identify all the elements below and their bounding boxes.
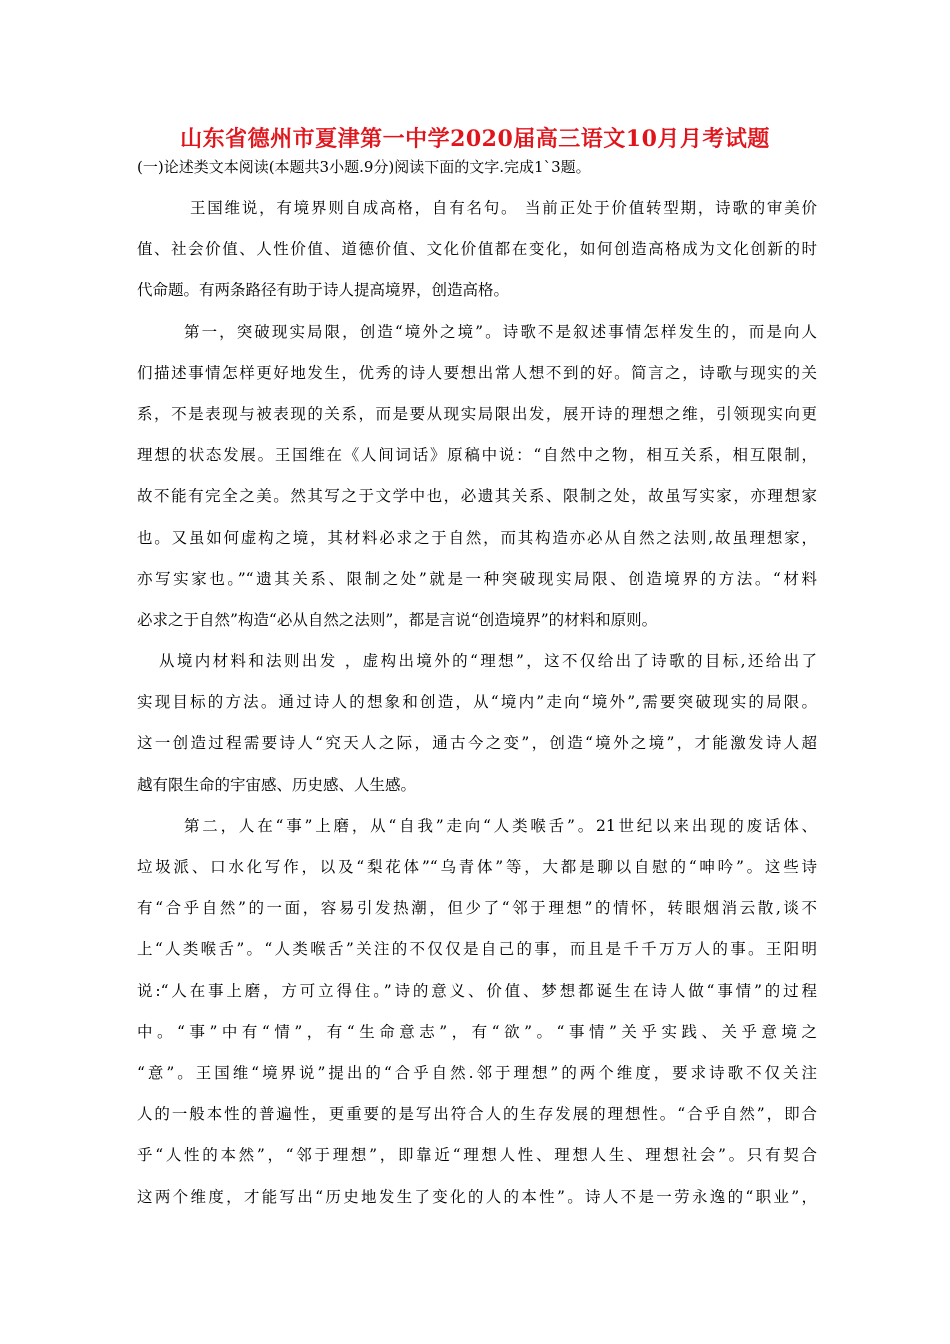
paragraph-line: 从境内材料和法则出发 ，虚构出境外的“理想”，这不仅给出了诗歌的目标,还给出了 (159, 652, 817, 671)
paragraph-line: 中。“事”中有“情”，有“生命意志”，有“欲”。“事情”关乎实践、关乎意境之 (137, 1022, 817, 1041)
paragraph-line: 有“合乎自然”的一面，容易引发热潮，但少了“邻于理想”的情怀，转眼烟消云散,谈不 (137, 899, 817, 918)
document-title: 山东省德州市夏津第一中学2020届高三语文10月月考试题 (180, 126, 770, 152)
paragraph-line: 值、社会价值、人性价值、道德价值、文化价值都在变化，如何创造高格成为文化创新的时 (137, 240, 817, 259)
paragraph-line: 第一，突破现实局限，创造“境外之境”。诗歌不是叙述事情怎样发生的，而是向人 (184, 322, 817, 341)
paragraph-line: 人的一般本性的普遍性，更重要的是写出符合人的生存发展的理想性。“合乎自然”，即合 (137, 1105, 817, 1124)
paragraph-line: 们描述事情怎样更好地发生，优秀的诗人要想出常人想不到的好。简言之，诗歌与现实的关 (137, 363, 817, 382)
paragraph-line: 系，不是表现与被表现的关系，而是要从现实局限出发，展开诗的理想之维，引领现实向更 (137, 404, 817, 423)
paragraph-line: 实现目标的方法。通过诗人的想象和创造，从“境内”走向“境外”,需要突破现实的局限。 (137, 693, 817, 712)
article-body (137, 188, 817, 1218)
paragraph-line: 越有限生命的宇宙感、历史感、人生感。 (137, 775, 417, 794)
paragraph-line: 第二，人在“事”上磨，从“自我”走向“人类喉舌”。21世纪以来出现的废话体、 (184, 816, 817, 835)
paragraph-line: 也。又虽如何虚构之境，其材料必求之于自然，而其构造亦必从自然之法则,故虽理想家， (137, 528, 817, 547)
paragraph-line: 理想的状态发展。王国维在《人间词话》原稿中说：“自然中之物，相互关系，相互限制， (137, 446, 817, 465)
paragraph-line: 这一创造过程需要诗人“究天人之际，通古今之变”，创造“境外之境”，才能激发诗人超 (137, 734, 817, 753)
paragraph-line: 垃圾派、口水化写作，以及“梨花体”“乌青体”等，大都是聊以自慰的“呻吟”。这些诗 (137, 858, 817, 876)
paragraph-line: 必求之于自然”构造“必从自然之法则”，都是言说“创造境界”的材料和原则。 (137, 610, 658, 629)
paragraph-line: 故不能有完全之美。然其写之于文学中也，必遗其关系、限制之处，故虽写实家，亦理想家 (137, 487, 817, 506)
paragraph-line: 王国维说，有境界则自成高格，自有名句。 当前正处于价值转型期，诗歌的审美价 (190, 199, 817, 217)
paragraph-line: “意”。王国维“境界说”提出的“合乎自然.邻于理想”的两个维度，要求诗歌不仅关注 (137, 1063, 817, 1082)
section-intro: (一)论述类文本阅读(本题共3小题.9分)阅读下面的文字.完成1`3题。 (137, 158, 591, 176)
paragraph-line: 亦写实家也。”“遗其关系、限制之处”就是一种突破现实局限、创造境界的方法。“材料 (137, 569, 817, 588)
paragraph-line: 代命题。有两条路径有助于诗人提高境界，创造高格。 (137, 281, 510, 300)
paragraph-line: 这两个维度，才能写出“历史地发生了变化的人的本性”。诗人不是一劳永逸的“职业”， (137, 1187, 817, 1206)
paragraph-line: 乎“人性的本然”，“邻于理想”，即靠近“理想人性、理想人生、理想社会”。只有契合 (137, 1146, 817, 1165)
paragraph-line: 上“人类喉舌”。“人类喉舌”关注的不仅仅是自己的事，而且是千千万万人的事。王阳明 (137, 940, 817, 959)
paragraph-line: 说:“人在事上磨，方可立得住。”诗的意义、价值、梦想都诞生在诗人做“事情”的过程 (137, 981, 817, 1000)
